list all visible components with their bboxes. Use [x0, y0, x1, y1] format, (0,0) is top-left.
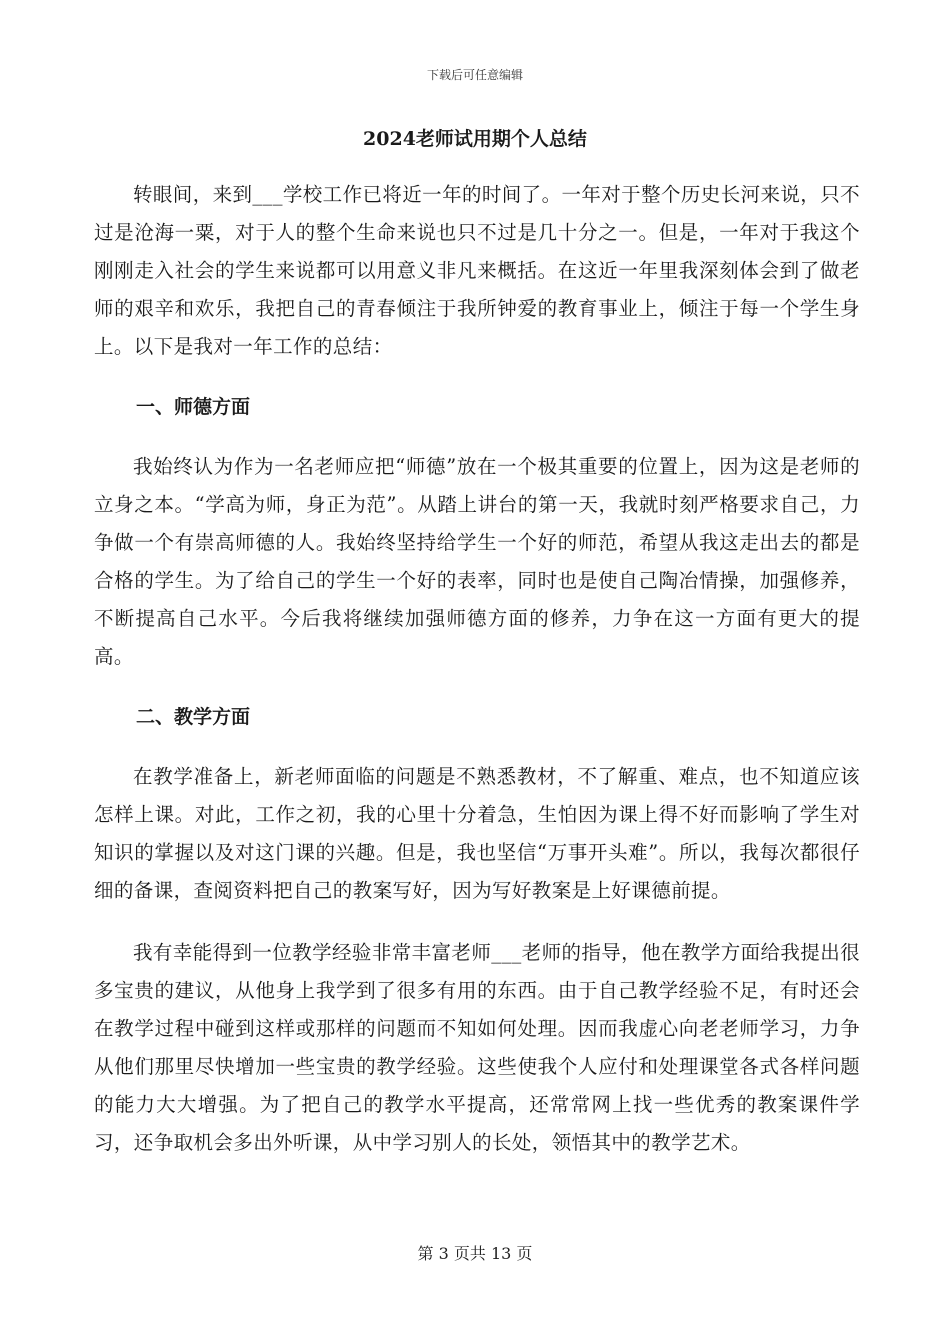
ethics-paragraph: 我始终认为作为一名老师应把“师德”放在一个极其重要的位置上，因为这是老师的立身之本。“学高为师，身正为范”。从踏上讲台的第一天，我就时刻严格要求自己，力争做一个有崇高师德的人。我始终坚持给学生一个好的师范，希望从我这走出去的都是合格的学生。为了给自己的学生一个好的表率，同时也是使自己陶冶情操，加强修养，不断提高自己水平。今后我将继续加强师德方面的修养，力争在这一方面有更大的提高。	[94, 455, 860, 668]
page-number: 第 3 页共 13 页	[417, 1244, 533, 1263]
document-title: 2024老师试用期个人总结	[363, 128, 587, 150]
section-heading-ethics: 一、师德方面	[136, 396, 251, 418]
teaching-paragraph-1: 在教学准备上，新老师面临的问题是不熟悉教材，不了解重、难点，也不知道应该怎样上课。对此，工作之初，我的心里十分着急，生怕因为课上得不好而影响了学生对知识的掌握以及对这门课的兴趣。但是，我也坚信“万事开头难”。所以，我每次都很仔细的备课，查阅资料把自己的教案写好，因为写好教案是上好课德前提。	[94, 765, 860, 902]
document-body	[94, 176, 860, 1162]
section-heading-teaching: 二、教学方面	[136, 706, 251, 728]
header-note: 下载后可任意编辑	[426, 68, 523, 82]
intro-paragraph: 转眼间，来到___学校工作已将近一年的时间了。一年对于整个历史长河来说，只不过是沧海一粟，对于人的整个生命来说也只不过是几十分之一。但是，一年对于我这个刚刚走入社会的学生来说都可以用意义非凡来概括。在这近一年里我深刻体会到了做老师的艰辛和欢乐，我把自己的青春倾注于我所钟爱的教育事业上，倾注于每一个学生身上。以下是我对一年工作的总结：	[94, 183, 860, 358]
teaching-paragraph-2: 我有幸能得到一位教学经验非常丰富老师___老师的指导，他在教学方面给我提出很多宝贵的建议，从他身上我学到了很多有用的东西。由于自己教学经验不足，有时还会在教学过程中碰到这样或那样的问题而不知如何处理。因而我虚心向老老师学习，力争从他们那里尽快增加一些宝贵的教学经验。这些使我个人应付和处理课堂各式各样问题的能力大大增强。为了把自己的教学水平提高，还常常网上找一些优秀的教案课件学习，还争取机会多出外听课，从中学习别人的长处，领悟其中的教学艺术。	[94, 941, 860, 1154]
